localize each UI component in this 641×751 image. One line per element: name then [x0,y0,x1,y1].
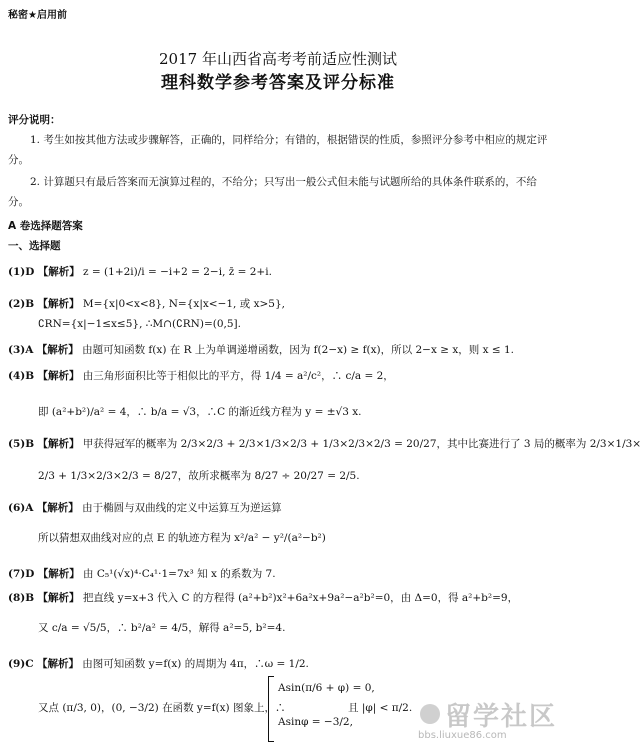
answer-q4 [8,368,394,383]
answer-q5-line2: 2/3 + 1/3×2/3×2/3 = 8/27，故所求概率为 8/27 ÷ 20/27 = 2/5. [38,470,360,482]
answer-text: 由图可知函数 y=f(x) 的周期为 4π，∴ω = 1/2. [82,658,309,670]
answer-q8 [8,590,518,605]
answer-q3 [8,342,514,357]
equation-system-line-2: Asinφ = −3/2, [278,716,353,728]
answer-q2-line2: ∁RN={x|−1≤x≤5}, ∴M∩(∁RN)=(0,5]. [38,318,241,330]
note-item-1: 1. 考生如按其他方法或步骤解答，正确的，同样给分；有错的，根据错误的性质，参照评分参考中相应的规定评分。 [8,134,548,166]
equation-system-brace [268,676,274,742]
notes-heading: 评分说明： [8,114,61,126]
answer-q8-line2: 又 c/a = √5/5，∴ b²/a² = 4/5，解得 a²=5, b²=4. [38,622,286,634]
confidential-label: 秘密★启用前 [8,10,67,21]
answer-q4-line2: 即 (a²+b²)/a² = 4，∴ b/a = √3，∴C 的渐近线方程为 y = ±√3 x. [38,406,362,418]
answer-label: (1)D [8,266,35,278]
answer-label: (6)A [8,502,34,514]
section-a-heading: A 卷选择题答案 [8,220,83,232]
answer-text: 由三角形面积比等于相似比的平方，得 1/4 = a²/c²，∴ c/a = 2， [82,370,394,382]
answer-q6-line2: 所以猜想双曲线对应的点 E 的轨迹方程为 x²/a² − y²/(a²−b²) [38,532,326,544]
watermark-text: 留学社区 [445,702,558,732]
analysis-tag: 【解析】 [37,438,80,450]
page-title: 2017 年山西省高考考前适应性测试 [159,50,397,68]
answer-text: 把直线 y=x+3 代入 C 的方程得 (a²+b²)x²+6a²x+9a²−a²b²=0，由 Δ=0，得 a²+b²=9， [82,592,519,604]
answer-label: (8)B [8,592,35,604]
analysis-tag: 【解析】 [37,568,80,580]
watermark-url: bbs.liuxue86.com [418,730,507,741]
answer-text: 由题可知函数 f(x) 在 R 上为单调递增函数，因为 f(2−x) ≥ f(x)，所以 2−x ≥ x，则 x ≤ 1. [82,344,515,356]
answer-text: 甲获得冠军的概率为 2/3×2/3 + 2/3×1/3×2/3 + 1/3×2/3×2/3 = 20/27，其中比赛进行了 3 局的概率为 2/3×1/3× [82,438,641,450]
answer-label: (9)C [8,658,34,670]
analysis-tag: 【解析】 [37,592,80,604]
analysis-tag: 【解析】 [37,370,80,382]
answer-label: (5)B [8,438,35,450]
answer-text: z = (1+2i)/i = −i+2 = 2−i, z̄ = 2+i. [83,266,272,278]
watermark-logo-icon [420,704,440,724]
equation-system-line-1: Asin(π/6 + φ) = 0, [278,682,375,694]
note-item-2: 2. 计算题只有最后答案而无演算过程的，不给分；只写出一般公式但未能与试题所给的具体条件联系的，不给分。 [8,176,537,208]
answer-text: 由 C₅¹(√x)⁴·C₄¹·1=7x³ 知 x 的系数为 7. [83,568,276,580]
analysis-tag: 【解析】 [37,298,80,310]
analysis-tag: 【解析】 [37,266,80,278]
answer-label: (2)B [8,298,35,310]
phi-condition: 且 |φ| < π/2. [348,702,413,714]
answer-q9 [8,656,309,671]
section-one-heading: 一、选择题 [8,240,61,252]
answer-q5 [8,436,641,451]
analysis-tag: 【解析】 [36,344,79,356]
analysis-tag: 【解析】 [36,502,79,514]
answer-label: (4)B [8,370,35,382]
answer-q6 [8,500,282,515]
answer-q7 [8,566,276,581]
page-subtitle: 理科数学参考答案及评分标准 [161,73,395,93]
answer-q9-line2: 又点 (π/3, 0)，(0, −3/2) 在函数 y=f(x) 图象上，∴ [38,702,286,714]
answer-q2 [8,296,285,311]
answer-text: 由于椭圆与双曲线的定义中运算互为逆运算 [82,502,282,514]
answer-q1 [8,264,272,279]
analysis-tag: 【解析】 [36,658,79,670]
answer-label: (3)A [8,344,34,356]
answer-text: M={x|0<x<8}, N={x|x<−1, 或 x>5}, [82,298,285,310]
answer-label: (7)D [8,568,35,580]
